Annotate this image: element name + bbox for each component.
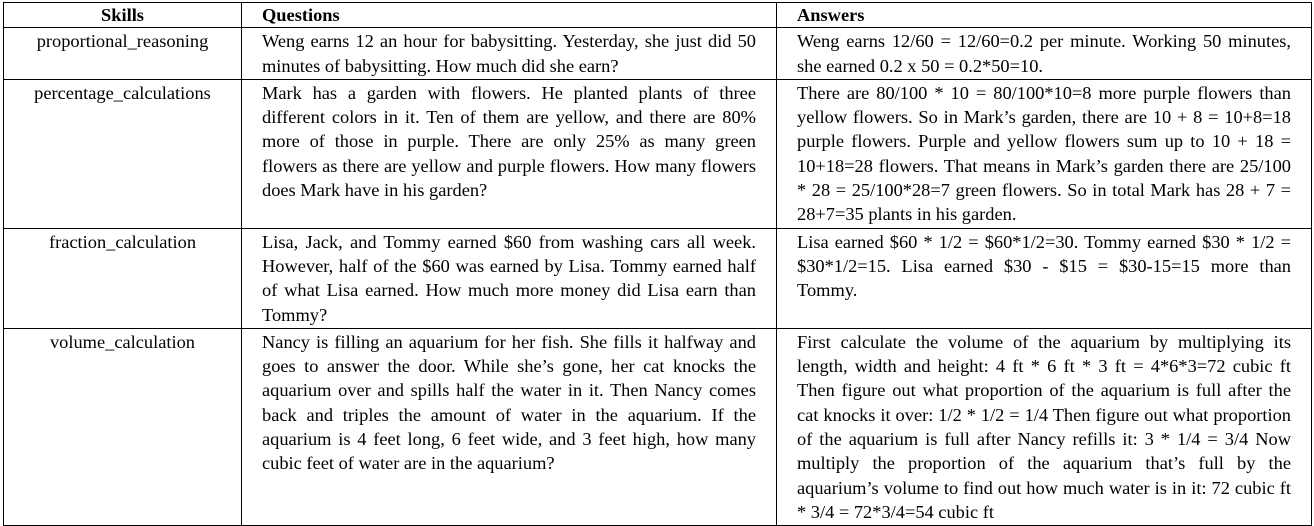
header-answers: Answers <box>777 3 1312 28</box>
table-row <box>4 79 1312 228</box>
answer-cell: Lisa earned $60 * 1/2 = $60*1/2=30. Tommy earned $30 * 1/2 = $30*1/2=15. Lisa earned $30 - $15 = $30-15=15 more than Tommy. <box>777 228 1312 328</box>
skill-cell: percentage_calculations <box>4 79 242 228</box>
header-row <box>4 3 1312 28</box>
header-skills: Skills <box>4 3 242 28</box>
answer-cell: There are 80/100 * 10 = 80/100*10=8 more purple flowers than yellow flowers. So in Mark’s garden, there are 10 + 8 = 10+8=18 purple flowers. Purple and yellow flowers sum up to 10 + 18 = 10+18=28 flowers. That means in Mark’s garden there are 25/100 * 28 = 25/100*28=7 green flowers. So in total Mark has 28 + 7 = 28+7=35 plants in his garden. <box>777 79 1312 228</box>
answer-cell: First calculate the volume of the aquarium by multiplying its length, width and height: 4 ft * 6 ft * 3 ft = 4*6*3=72 cubic ft Then figure out what proportion of the aquarium is full after the cat knocks it over: 1/2 * 1/2 = 1/4 Then figure out what proportion of the aquarium is full after Nancy refills it: 3 * 1/4 = 3/4 Now multiply the proportion of the aquarium that’s full by the aquarium’s volume to find out how much water is in it: 72 cubic ft * 3/4 = 72*3/4=54 cubic ft <box>777 328 1312 525</box>
skill-cell: volume_calculation <box>4 328 242 525</box>
question-cell: Weng earns 12 an hour for babysitting. Yesterday, she just did 50 minutes of babysitting. How much did she earn? <box>242 28 777 80</box>
answer-cell: Weng earns 12/60 = 12/60=0.2 per minute. Working 50 minutes, she earned 0.2 x 50 = 0.2*50=10. <box>777 28 1312 80</box>
header-questions: Questions <box>242 3 777 28</box>
question-cell: Lisa, Jack, and Tommy earned $60 from washing cars all week. However, half of the $60 was earned by Lisa. Tommy earned half of what Lisa earned. How much more money did Lisa earn than Tommy? <box>242 228 777 328</box>
skill-cell: proportional_reasoning <box>4 28 242 80</box>
table-row <box>4 328 1312 525</box>
question-cell: Nancy is filling an aquarium for her fish. She fills it halfway and goes to answer the door. While she’s gone, her cat knocks the aquarium over and spills half the water in it. Then Nancy comes back and triples the amount of water in the aquarium. If the aquarium is 4 feet long, 6 feet wide, and 3 feet high, how many cubic feet of water are in the aquarium? <box>242 328 777 525</box>
table-row <box>4 228 1312 328</box>
skills-table <box>3 2 1312 526</box>
question-cell: Mark has a garden with flowers. He planted plants of three different colors in it. Ten of them are yellow, and there are 80% more of those in purple. There are only 25% as many green flowers as there are yellow and purple flowers. How many flowers does Mark have in his garden? <box>242 79 777 228</box>
table-row <box>4 28 1312 80</box>
skill-cell: fraction_calculation <box>4 228 242 328</box>
